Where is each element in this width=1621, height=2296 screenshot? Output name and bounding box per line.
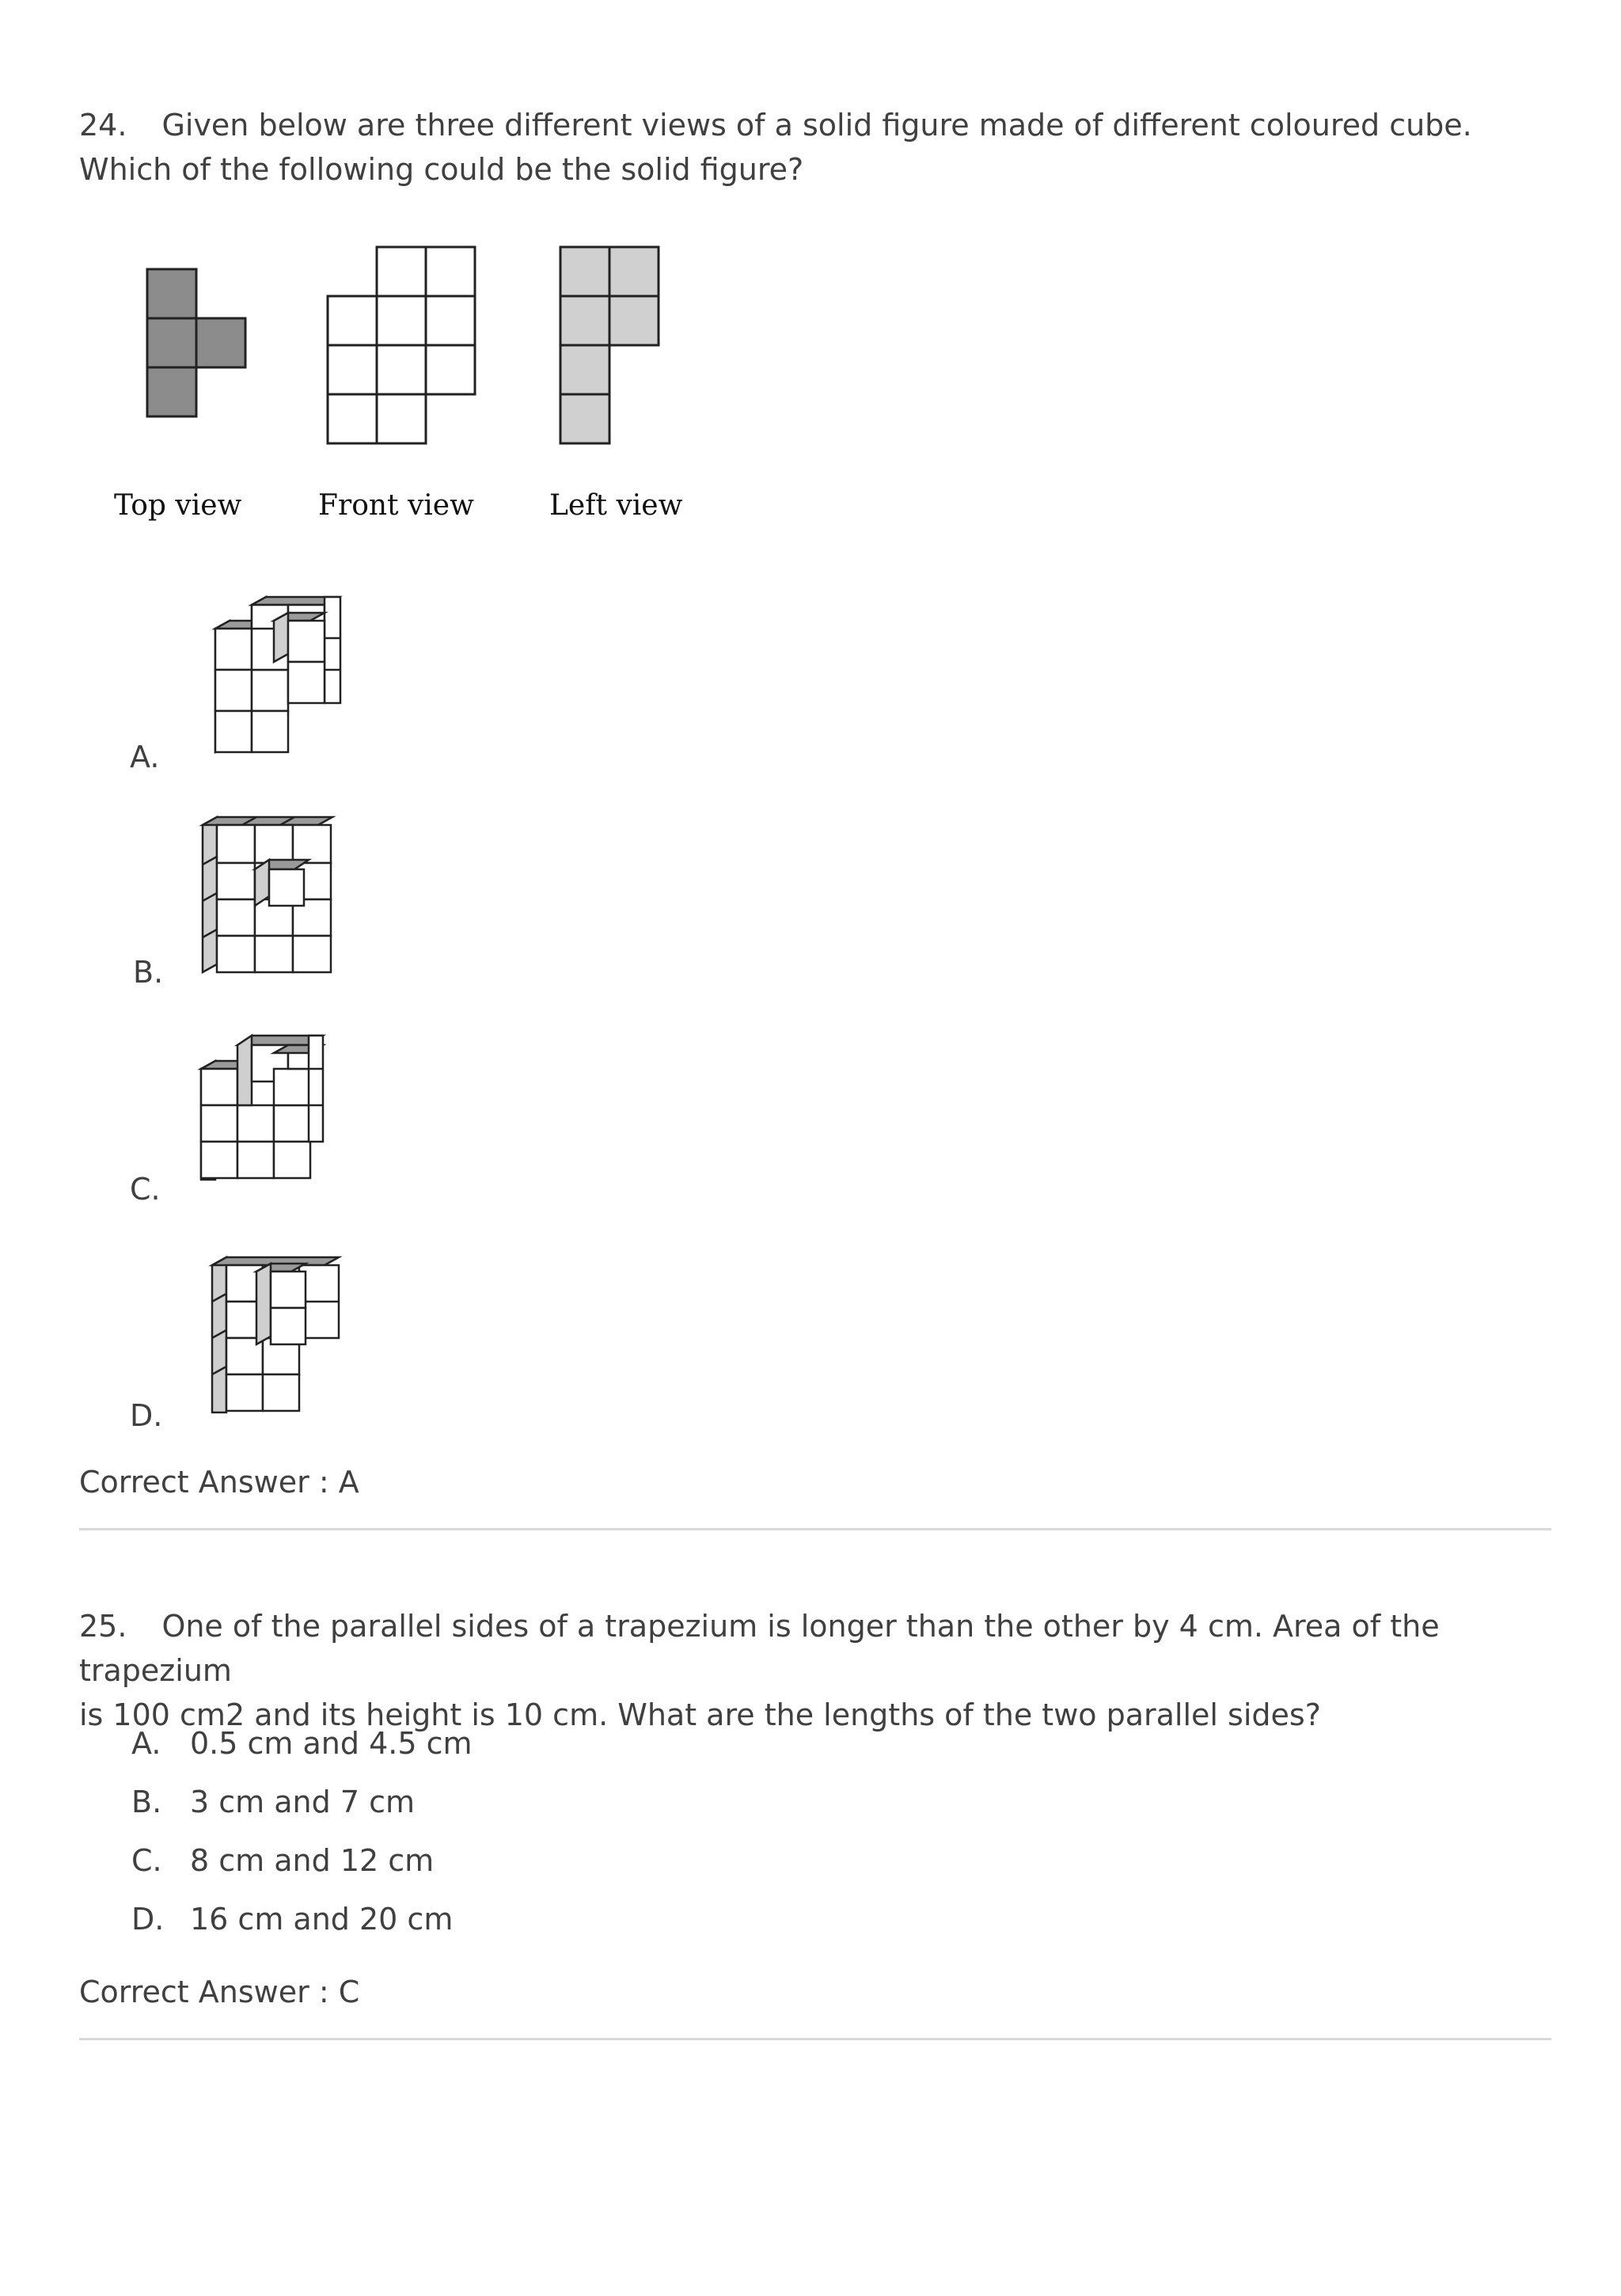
q24-text-line1: Given below are three different views of a solid figure made of different coloured cube. [161, 108, 1472, 143]
q25-option-a[interactable] [131, 1726, 473, 1761]
q25-option-d-letter: D. [131, 1902, 165, 1937]
q25-option-d[interactable] [131, 1902, 453, 1937]
q24-option-b[interactable]: B. [133, 955, 164, 990]
option-c-figure [196, 1021, 339, 1188]
option-d-figure [207, 1254, 350, 1420]
q24-option-d[interactable]: D. [130, 1398, 163, 1433]
q25-option-b-text: 3 cm and 7 cm [190, 1785, 415, 1819]
q25-option-b-letter: B. [131, 1785, 162, 1819]
q25-text-line1: One of the parallel sides of a trapezium is longer than the other by 4 cm. Area of the trapezium [79, 1609, 1440, 1688]
q25-option-a-letter: A. [131, 1726, 161, 1761]
divider-1 [79, 1528, 1551, 1530]
option-a-figure [207, 589, 350, 755]
q25-text [79, 1604, 1551, 1737]
top-view-figure [146, 268, 249, 426]
q24-option-c[interactable]: C. [130, 1172, 161, 1207]
q24-option-a[interactable]: A. [130, 739, 160, 774]
q24-text [79, 103, 1551, 192]
q25-option-c[interactable] [131, 1843, 434, 1878]
q25-option-d-text: 16 cm and 20 cm [190, 1902, 454, 1937]
front-view-figure [326, 245, 484, 448]
divider-2 [79, 2038, 1551, 2040]
q25-option-c-text: 8 cm and 12 cm [190, 1843, 435, 1878]
q24-number: 24. [79, 108, 127, 143]
q25-correct-answer: Correct Answer : C [79, 1975, 360, 2009]
q25-option-c-letter: C. [131, 1843, 162, 1878]
view-label-left: Left view [549, 489, 683, 522]
view-label-top: Top view [114, 489, 242, 522]
left-view-figure [559, 245, 666, 448]
q25-text-line2: is 100 cm2 and its height is 10 cm. What are the lengths of the two parallel sides? [79, 1697, 1321, 1732]
option-b-figure [198, 814, 340, 980]
q25-option-b[interactable] [131, 1785, 415, 1819]
q24-text-line2: Which of the following could be the solid figure? [79, 152, 804, 187]
view-label-front: Front view [318, 489, 474, 522]
q24-correct-answer: Correct Answer : A [79, 1465, 359, 1500]
q25-option-a-text: 0.5 cm and 4.5 cm [190, 1726, 473, 1761]
q25-number: 25. [79, 1609, 127, 1644]
